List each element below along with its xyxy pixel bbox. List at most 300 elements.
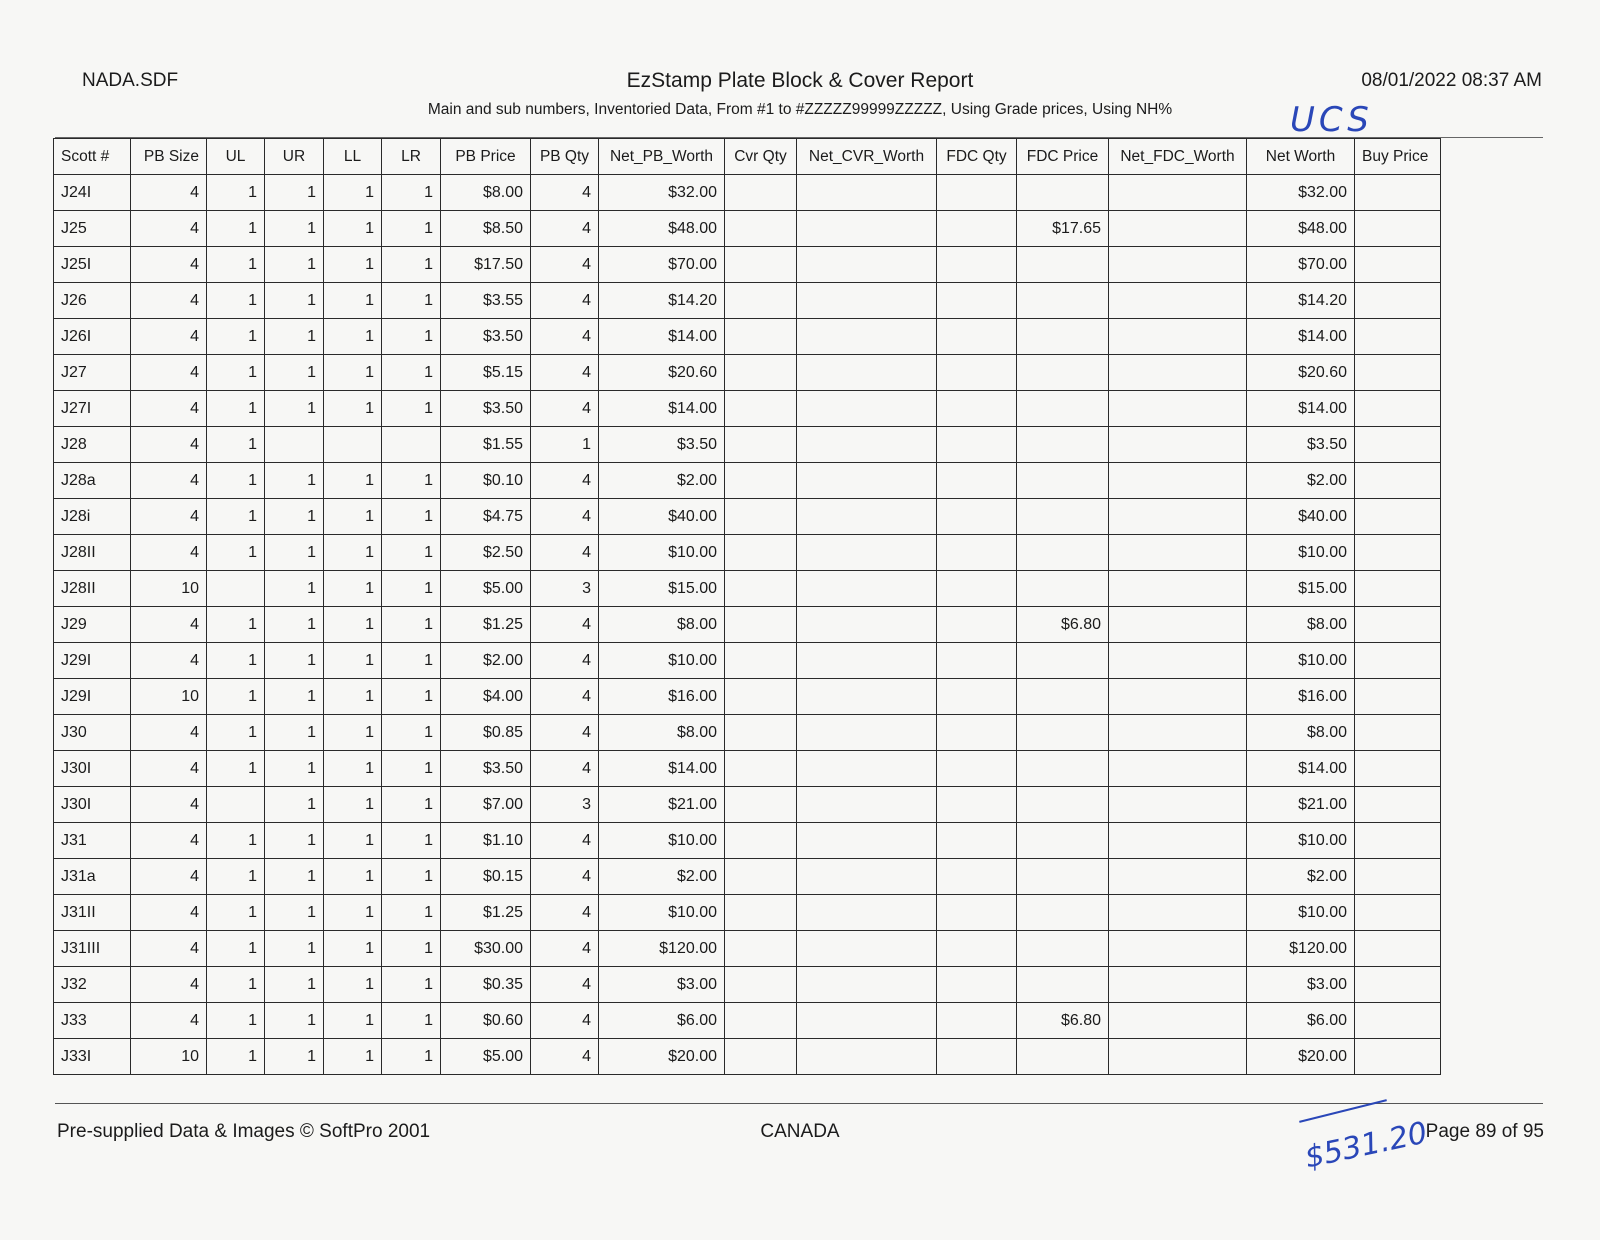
table-row xyxy=(54,499,1441,535)
table-cell: $3.50 xyxy=(441,751,531,787)
table-cell: 1 xyxy=(265,283,324,319)
table-row xyxy=(54,751,1441,787)
table-cell: 1 xyxy=(265,247,324,283)
table-cell: $2.50 xyxy=(441,535,531,571)
table-cell: $70.00 xyxy=(1247,247,1355,283)
table-cell: 1 xyxy=(265,823,324,859)
table-cell: $3.00 xyxy=(1247,967,1355,1003)
table-cell: 1 xyxy=(324,967,382,1003)
table-cell xyxy=(1355,319,1441,355)
column-header: LL xyxy=(324,139,382,175)
table-cell: J29I xyxy=(54,643,131,679)
table-row xyxy=(54,895,1441,931)
table-cell: 1 xyxy=(207,319,265,355)
table-cell xyxy=(382,427,441,463)
table-cell: 4 xyxy=(131,175,207,211)
table-cell xyxy=(1109,787,1247,823)
table-cell: 10 xyxy=(131,1039,207,1075)
table-cell: $1.10 xyxy=(441,823,531,859)
table-cell xyxy=(797,391,937,427)
table-cell xyxy=(1109,427,1247,463)
table-cell xyxy=(797,931,937,967)
column-header: Net_FDC_Worth xyxy=(1109,139,1247,175)
table-cell xyxy=(1355,895,1441,931)
table-row xyxy=(54,571,1441,607)
table-cell xyxy=(1109,211,1247,247)
column-header: Scott # xyxy=(54,139,131,175)
table-cell xyxy=(1017,643,1109,679)
table-cell: 4 xyxy=(531,823,599,859)
table-cell xyxy=(797,247,937,283)
table-cell: 1 xyxy=(265,355,324,391)
table-cell: $15.00 xyxy=(599,571,725,607)
table-cell: $3.50 xyxy=(441,391,531,427)
table-cell: 1 xyxy=(265,787,324,823)
table-cell: 1 xyxy=(265,571,324,607)
table-cell xyxy=(1017,391,1109,427)
table-cell: $10.00 xyxy=(599,823,725,859)
table-cell: 4 xyxy=(131,355,207,391)
table-cell: $14.00 xyxy=(1247,391,1355,427)
table-cell: 1 xyxy=(265,859,324,895)
table-cell: 4 xyxy=(531,463,599,499)
table-cell: 1 xyxy=(207,391,265,427)
column-header: Buy Price xyxy=(1355,139,1441,175)
table-cell xyxy=(1017,463,1109,499)
table-cell: $14.00 xyxy=(1247,751,1355,787)
table-cell xyxy=(937,679,1017,715)
table-cell: $48.00 xyxy=(1247,211,1355,247)
table-body xyxy=(54,175,1441,1075)
table-row xyxy=(54,679,1441,715)
table-cell xyxy=(1355,211,1441,247)
table-row xyxy=(54,211,1441,247)
table-cell xyxy=(725,283,797,319)
table-cell: $10.00 xyxy=(1247,823,1355,859)
table-cell xyxy=(1109,463,1247,499)
report-title: EzStamp Plate Block & Cover Report xyxy=(626,69,974,92)
table-cell xyxy=(937,715,1017,751)
table-cell xyxy=(1355,931,1441,967)
table-cell xyxy=(725,859,797,895)
table-cell: $14.00 xyxy=(1247,319,1355,355)
table-cell xyxy=(797,211,937,247)
table-cell: $8.00 xyxy=(1247,715,1355,751)
table-cell xyxy=(1017,1039,1109,1075)
table-cell xyxy=(725,679,797,715)
table-cell xyxy=(725,715,797,751)
table-row xyxy=(54,1003,1441,1039)
table-cell: 1 xyxy=(207,715,265,751)
table-cell xyxy=(937,751,1017,787)
table-cell xyxy=(937,463,1017,499)
table-cell: 1 xyxy=(324,535,382,571)
table-cell xyxy=(1017,715,1109,751)
copyright-note: Pre-supplied Data & Images © SoftPro 2001 xyxy=(57,1121,431,1142)
table-cell xyxy=(937,787,1017,823)
table-cell xyxy=(725,535,797,571)
table-cell: J32 xyxy=(54,967,131,1003)
table-row xyxy=(54,823,1441,859)
table-cell: 1 xyxy=(531,427,599,463)
table-cell: 10 xyxy=(131,679,207,715)
table-cell xyxy=(1109,283,1247,319)
table-cell: 1 xyxy=(382,859,441,895)
table-cell: 4 xyxy=(131,247,207,283)
table-cell xyxy=(1109,895,1247,931)
table-cell: J31a xyxy=(54,859,131,895)
table-cell: 1 xyxy=(382,679,441,715)
table-cell xyxy=(1355,607,1441,643)
table-cell xyxy=(725,643,797,679)
table-row xyxy=(54,859,1441,895)
table-cell: 4 xyxy=(531,535,599,571)
footer-divider xyxy=(55,1103,1543,1104)
table-cell: J31 xyxy=(54,823,131,859)
table-cell: 1 xyxy=(207,1003,265,1039)
table-cell xyxy=(1355,175,1441,211)
table-cell xyxy=(797,967,937,1003)
table-cell: 1 xyxy=(207,751,265,787)
table-cell xyxy=(1109,499,1247,535)
table-cell: 1 xyxy=(324,211,382,247)
table-cell: 1 xyxy=(382,211,441,247)
table-cell: 1 xyxy=(265,715,324,751)
table-cell xyxy=(1017,535,1109,571)
table-cell xyxy=(1017,427,1109,463)
table-cell xyxy=(937,427,1017,463)
table-cell xyxy=(1017,823,1109,859)
table-cell: 4 xyxy=(131,643,207,679)
table-cell: 4 xyxy=(131,787,207,823)
table-cell: 1 xyxy=(265,211,324,247)
handwritten-ucs-note: UCS xyxy=(1290,100,1373,140)
table-cell: 3 xyxy=(531,787,599,823)
table-cell xyxy=(1109,859,1247,895)
table-cell: 1 xyxy=(265,499,324,535)
table-row xyxy=(54,391,1441,427)
table-cell xyxy=(797,787,937,823)
table-cell xyxy=(1355,643,1441,679)
table-cell xyxy=(797,1039,937,1075)
table-cell: 4 xyxy=(131,715,207,751)
table-cell xyxy=(1355,499,1441,535)
table-cell: $8.00 xyxy=(1247,607,1355,643)
table-cell: $6.80 xyxy=(1017,1003,1109,1039)
table-cell: 4 xyxy=(131,283,207,319)
table-cell: 1 xyxy=(265,175,324,211)
table-cell: $120.00 xyxy=(1247,931,1355,967)
table-cell: $10.00 xyxy=(1247,535,1355,571)
table-cell: $2.00 xyxy=(1247,463,1355,499)
table-cell xyxy=(725,751,797,787)
table-cell xyxy=(937,1003,1017,1039)
table-cell: $10.00 xyxy=(1247,643,1355,679)
table-cell: 1 xyxy=(324,787,382,823)
table-cell xyxy=(1017,859,1109,895)
table-cell: $4.00 xyxy=(441,679,531,715)
table-cell: $8.00 xyxy=(441,175,531,211)
data-file-name: NADA.SDF xyxy=(82,70,179,91)
table-cell: $5.15 xyxy=(441,355,531,391)
table-cell: $32.00 xyxy=(599,175,725,211)
table-cell: $10.00 xyxy=(1247,895,1355,931)
table-cell: $20.00 xyxy=(1247,1039,1355,1075)
table-cell xyxy=(1017,319,1109,355)
table-cell: 1 xyxy=(265,643,324,679)
table-cell: $8.00 xyxy=(599,607,725,643)
table-cell xyxy=(725,319,797,355)
table-row xyxy=(54,463,1441,499)
table-cell: 1 xyxy=(265,679,324,715)
table-cell: 4 xyxy=(531,679,599,715)
table-cell: 1 xyxy=(324,751,382,787)
table-cell: 4 xyxy=(531,643,599,679)
table-cell: 1 xyxy=(382,715,441,751)
table-cell xyxy=(1017,175,1109,211)
column-header: Net_PB_Worth xyxy=(599,139,725,175)
table-cell: 1 xyxy=(324,607,382,643)
table-cell xyxy=(725,211,797,247)
table-cell xyxy=(937,967,1017,1003)
table-cell xyxy=(1355,535,1441,571)
table-cell xyxy=(937,1039,1017,1075)
table-cell: 1 xyxy=(382,247,441,283)
table-cell: $3.50 xyxy=(1247,427,1355,463)
table-row xyxy=(54,427,1441,463)
table-cell: J31III xyxy=(54,931,131,967)
table-cell xyxy=(725,175,797,211)
table-header-row xyxy=(54,139,1441,175)
table-row xyxy=(54,1039,1441,1075)
table-cell xyxy=(937,499,1017,535)
table-cell xyxy=(1109,355,1247,391)
table-cell: $2.00 xyxy=(599,859,725,895)
table-cell xyxy=(937,571,1017,607)
table-cell: J30I xyxy=(54,751,131,787)
table-cell xyxy=(725,571,797,607)
table-cell: $5.00 xyxy=(441,571,531,607)
table-cell xyxy=(797,463,937,499)
table-cell: 4 xyxy=(531,895,599,931)
table-cell xyxy=(797,895,937,931)
table-cell xyxy=(1017,283,1109,319)
table-cell xyxy=(725,391,797,427)
table-cell: 1 xyxy=(207,283,265,319)
table-cell: J27I xyxy=(54,391,131,427)
column-header: UR xyxy=(265,139,324,175)
table-cell: 1 xyxy=(265,463,324,499)
table-cell: 4 xyxy=(131,319,207,355)
table-cell: $1.55 xyxy=(441,427,531,463)
table-cell xyxy=(937,283,1017,319)
table-cell xyxy=(1017,679,1109,715)
table-cell: 4 xyxy=(131,427,207,463)
table-cell xyxy=(725,1039,797,1075)
table-cell: 1 xyxy=(207,859,265,895)
table-cell: 1 xyxy=(324,571,382,607)
table-cell: $120.00 xyxy=(599,931,725,967)
table-cell xyxy=(1109,967,1247,1003)
table-cell: 1 xyxy=(265,1039,324,1075)
table-cell xyxy=(1355,823,1441,859)
table-cell: 1 xyxy=(207,1039,265,1075)
table-cell xyxy=(1017,355,1109,391)
table-cell: 4 xyxy=(131,751,207,787)
table-cell: 1 xyxy=(207,247,265,283)
table-cell: J28i xyxy=(54,499,131,535)
table-cell: 4 xyxy=(131,463,207,499)
table-cell xyxy=(797,499,937,535)
table-cell xyxy=(1017,499,1109,535)
table-cell: 4 xyxy=(131,499,207,535)
table-cell: 4 xyxy=(531,751,599,787)
table-cell xyxy=(937,319,1017,355)
country-label: CANADA xyxy=(760,1121,840,1142)
table-cell: 1 xyxy=(382,931,441,967)
table-cell: $40.00 xyxy=(599,499,725,535)
table-header xyxy=(54,139,1441,175)
table-cell xyxy=(1355,967,1441,1003)
table-cell: 1 xyxy=(324,355,382,391)
table-row xyxy=(54,319,1441,355)
table-cell xyxy=(797,355,937,391)
table-cell xyxy=(797,823,937,859)
table-cell: 1 xyxy=(324,499,382,535)
table-cell: 1 xyxy=(324,319,382,355)
table-cell: 1 xyxy=(382,823,441,859)
table-cell: 1 xyxy=(324,859,382,895)
table-cell: 1 xyxy=(382,643,441,679)
table-cell xyxy=(1109,391,1247,427)
report-subtitle: Main and sub numbers, Inventoried Data, From #1 to #ZZZZZ99999ZZZZZ, Using Grade prices, Using NH% xyxy=(427,101,1173,118)
table-cell: $5.00 xyxy=(441,1039,531,1075)
table-row xyxy=(54,535,1441,571)
column-header: PB Size xyxy=(131,139,207,175)
table-cell xyxy=(1355,715,1441,751)
table-cell xyxy=(797,571,937,607)
table-cell xyxy=(937,931,1017,967)
table-cell: 4 xyxy=(131,607,207,643)
table-cell xyxy=(797,643,937,679)
table-cell: 1 xyxy=(207,823,265,859)
table-cell xyxy=(1355,463,1441,499)
table-cell: 1 xyxy=(207,499,265,535)
table-cell: 1 xyxy=(382,175,441,211)
table-cell: 4 xyxy=(131,823,207,859)
table-cell: 1 xyxy=(265,607,324,643)
table-cell: $0.35 xyxy=(441,967,531,1003)
table-cell: $0.10 xyxy=(441,463,531,499)
table-cell: 1 xyxy=(207,463,265,499)
table-cell xyxy=(725,823,797,859)
table-cell: 4 xyxy=(531,283,599,319)
table-cell: 4 xyxy=(531,967,599,1003)
table-cell xyxy=(937,175,1017,211)
table-cell xyxy=(725,1003,797,1039)
table-cell: $16.00 xyxy=(599,679,725,715)
table-cell: J30 xyxy=(54,715,131,751)
table-cell xyxy=(937,643,1017,679)
table-cell xyxy=(1109,175,1247,211)
table-cell: 1 xyxy=(324,463,382,499)
table-cell: 1 xyxy=(207,211,265,247)
table-cell: 1 xyxy=(207,535,265,571)
table-cell: $10.00 xyxy=(599,535,725,571)
table-cell xyxy=(1355,571,1441,607)
table-cell xyxy=(324,427,382,463)
table-cell xyxy=(725,427,797,463)
column-header: FDC Qty xyxy=(937,139,1017,175)
table-cell: $1.25 xyxy=(441,895,531,931)
table-cell: 1 xyxy=(265,319,324,355)
table-cell: J28a xyxy=(54,463,131,499)
table-cell: 4 xyxy=(131,211,207,247)
table-cell xyxy=(1109,571,1247,607)
table-cell xyxy=(937,391,1017,427)
table-cell: 1 xyxy=(324,823,382,859)
table-cell xyxy=(1109,1003,1247,1039)
report-datetime: 08/01/2022 08:37 AM xyxy=(1361,70,1542,91)
table-cell: 4 xyxy=(131,535,207,571)
table-cell: J25I xyxy=(54,247,131,283)
table-cell xyxy=(725,247,797,283)
table-cell: $3.50 xyxy=(441,319,531,355)
table-cell: $20.60 xyxy=(1247,355,1355,391)
column-header: FDC Price xyxy=(1017,139,1109,175)
table-cell: 4 xyxy=(131,859,207,895)
table-cell: 1 xyxy=(382,355,441,391)
table-cell xyxy=(1017,247,1109,283)
table-cell: 1 xyxy=(382,787,441,823)
table-cell: J26I xyxy=(54,319,131,355)
table-cell: 1 xyxy=(382,463,441,499)
table-cell: $4.75 xyxy=(441,499,531,535)
table-cell xyxy=(1017,787,1109,823)
table-cell: J28 xyxy=(54,427,131,463)
table-cell xyxy=(937,823,1017,859)
table-cell: 10 xyxy=(131,571,207,607)
table-cell xyxy=(797,175,937,211)
table-cell: 1 xyxy=(324,175,382,211)
table-cell xyxy=(937,607,1017,643)
table-cell xyxy=(797,283,937,319)
table-cell: 1 xyxy=(265,751,324,787)
table-cell xyxy=(1355,247,1441,283)
table-cell: 3 xyxy=(531,571,599,607)
table-cell: 4 xyxy=(131,895,207,931)
table-cell: J28II xyxy=(54,535,131,571)
table-cell xyxy=(265,427,324,463)
table-cell: 4 xyxy=(531,715,599,751)
table-cell xyxy=(1109,1039,1247,1075)
page-number: Page 89 of 95 xyxy=(1425,1121,1544,1142)
table-cell: $17.50 xyxy=(441,247,531,283)
table-cell xyxy=(1109,247,1247,283)
table-cell: $2.00 xyxy=(599,463,725,499)
table-cell: 4 xyxy=(531,499,599,535)
table-cell: $20.00 xyxy=(599,1039,725,1075)
table-cell xyxy=(1017,751,1109,787)
table-cell xyxy=(725,355,797,391)
table-cell: 1 xyxy=(265,391,324,427)
table-cell xyxy=(1355,1003,1441,1039)
table-cell: $0.60 xyxy=(441,1003,531,1039)
table-cell: $3.50 xyxy=(599,427,725,463)
table-cell: 1 xyxy=(382,571,441,607)
table-cell xyxy=(1355,391,1441,427)
table-cell: $6.00 xyxy=(599,1003,725,1039)
